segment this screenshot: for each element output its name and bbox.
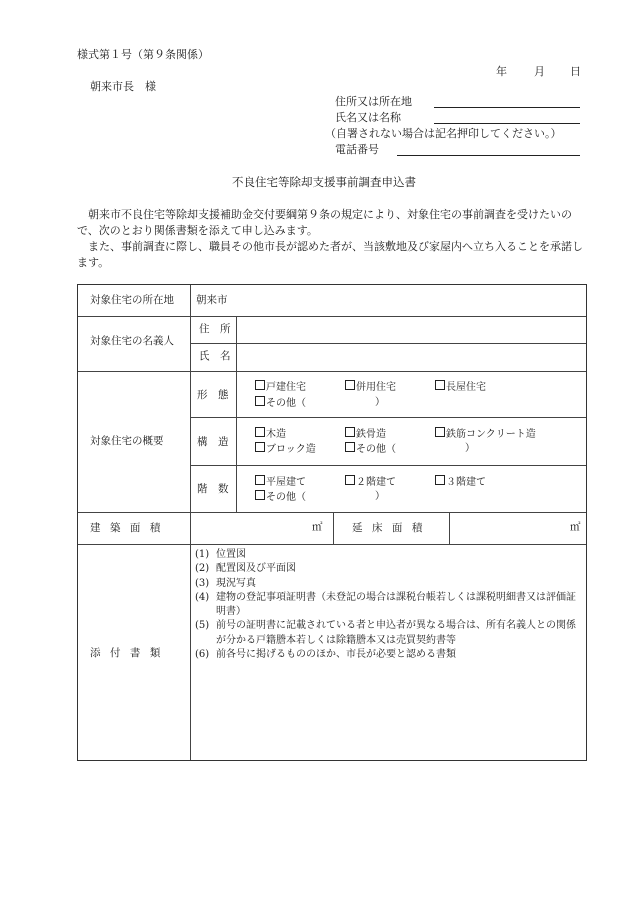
checkbox-icon — [435, 475, 445, 485]
form-number: 様式第１号（第９条関係） — [77, 48, 209, 61]
owner-name-label: 氏 名 — [199, 350, 231, 362]
attachments-list — [195, 548, 585, 662]
document-title: 不良住宅等除却支援事前調査申込書 — [232, 175, 416, 189]
location-label: 対象住宅の所在地 — [90, 294, 174, 306]
row-divider — [78, 371, 586, 372]
list-item: (2) 配置図及び平面図 — [195, 563, 296, 575]
floors-label: 階 数 — [197, 483, 229, 495]
list-item: (4) 建物の登記事項証明書（未登記の場合は課税台帳若しくは課税明細書又は評価証明書） — [195, 591, 576, 618]
column-divider — [236, 371, 237, 512]
checkbox-two-story[interactable]: ２階建て — [345, 475, 396, 489]
form-other-close: ） — [375, 397, 385, 408]
checkbox-icon — [255, 380, 265, 390]
checkbox-icon — [255, 475, 265, 485]
floor-area-unit: ㎡ — [570, 521, 581, 533]
building-area-label: 建築面積 — [90, 522, 170, 534]
list-item: (5) 前号の証明書に記載されている者と申込者が異なる場合は、所有名義人との関係が分かる戸籍謄本若しくは除籍謄本又は売買契約書等 — [195, 620, 576, 646]
address-label: 住所又は所在地 — [335, 95, 412, 108]
structure-label: 構 造 — [197, 436, 229, 448]
checkbox-icon — [255, 490, 265, 500]
floor-area-label: 延床面積 — [352, 522, 432, 534]
checkbox-icon — [435, 427, 445, 437]
checkbox-icon — [345, 427, 355, 437]
building-area-unit: ㎡ — [312, 521, 323, 533]
checkbox-three-story[interactable]: ３階建て — [435, 475, 486, 489]
addressee: 朝来市長 様 — [90, 80, 156, 93]
checkbox-icon — [255, 396, 265, 406]
name-label: 氏名又は名称 — [335, 111, 401, 124]
location-value[interactable]: 朝来市 — [196, 294, 228, 306]
date-year-label: 年 — [496, 65, 507, 78]
date-day-label: 日 — [570, 65, 581, 78]
structure-other-close: ） — [465, 443, 475, 454]
phone-label: 電話番号 — [335, 143, 379, 156]
checkbox-mixed-use-house[interactable]: 併用住宅 — [345, 380, 396, 394]
owner-label: 対象住宅の名義人 — [90, 335, 174, 347]
form-label: 形 態 — [197, 389, 229, 401]
row-divider — [190, 465, 586, 466]
checkbox-icon — [345, 380, 355, 390]
checkbox-icon — [255, 427, 265, 437]
checkbox-wood[interactable]: 木造 — [255, 427, 286, 441]
list-item: (6) 前各号に掲げるもののほか、市長が必要と認める書類 — [195, 649, 456, 661]
owner-address-label: 住 所 — [199, 323, 231, 335]
owner-address-field[interactable] — [237, 316, 585, 342]
date-month-label: 月 — [534, 65, 545, 78]
checkbox-icon — [255, 442, 265, 452]
row-divider — [190, 417, 586, 418]
list-item: (3) 現況写真 — [195, 577, 256, 589]
signature-note: （自署されない場合は記名押印してください。） — [325, 127, 562, 140]
body-paragraph-1: 朝来市不良住宅等除却支援補助金交付要綱第９条の規定により、対象住宅の事前調査を受けたいので、次のとおり関係書類を添えて申し込みます。 — [77, 208, 572, 237]
list-item: (1) 位置図 — [195, 549, 246, 560]
checkbox-detached-house[interactable]: 戸建住宅 — [255, 380, 306, 394]
building-area-field[interactable] — [190, 512, 308, 542]
column-divider — [333, 512, 334, 544]
checkbox-steel[interactable]: 鉄骨造 — [345, 427, 386, 441]
owner-name-field[interactable] — [237, 343, 585, 369]
checkbox-block[interactable]: ブロック造 — [255, 442, 316, 456]
checkbox-one-story[interactable]: 平屋建て — [255, 475, 306, 489]
floor-area-field[interactable] — [450, 512, 568, 542]
address-underline — [434, 107, 580, 108]
name-underline — [434, 123, 580, 124]
checkbox-icon — [345, 475, 355, 485]
floors-other-close: ） — [375, 491, 385, 502]
checkbox-row-house[interactable]: 長屋住宅 — [435, 380, 486, 394]
phone-underline — [397, 155, 580, 156]
row-divider — [78, 544, 586, 545]
checkbox-icon — [345, 442, 355, 452]
checkbox-reinforced-concrete[interactable]: 鉄筋コンクリート造 — [435, 427, 536, 441]
overview-label: 対象住宅の概要 — [90, 435, 164, 447]
checkbox-structure-other[interactable]: その他（ — [345, 442, 396, 456]
attachments-label: 添付書類 — [90, 647, 170, 659]
checkbox-icon — [435, 380, 445, 390]
body-paragraph-2: また、事前調査に際し、職員その他市長が認めた者が、当該敷地及び家屋内へ立ち入ることを承諾します。 — [77, 240, 583, 269]
checkbox-floors-other[interactable]: その他（ — [255, 490, 306, 504]
checkbox-form-other[interactable]: その他（ — [255, 396, 306, 410]
